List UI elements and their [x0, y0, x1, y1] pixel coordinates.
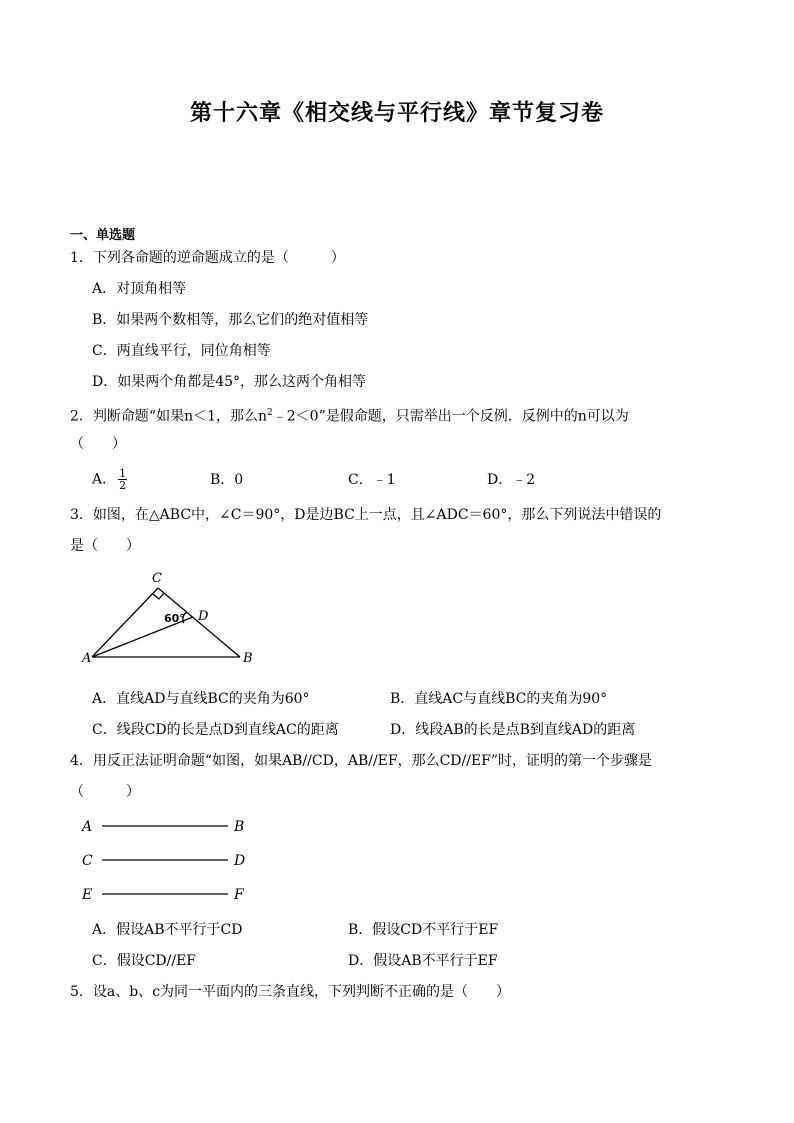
q2-option-d: D．﹣2 — [487, 472, 536, 488]
q4-stem: 4．用反正法证明命题“如图，如果AB//CD，AB//EF，那么CD//EF”时，证明的第一个步骤是 — [70, 753, 653, 769]
triangle-figure — [80, 568, 270, 668]
fraction-denominator: 2 — [119, 479, 127, 492]
section-heading: 一、单选题 — [70, 228, 136, 243]
right-angle-mark — [153, 593, 164, 599]
label-a: A — [82, 651, 92, 666]
q1-option-b: B．如果两个数相等，那么它们的绝对值相等 — [92, 312, 369, 328]
label-d: D — [234, 853, 246, 869]
label-b: B — [234, 819, 245, 835]
q3-option-d: D．线段AB的长是点B到直线AD的距离 — [390, 722, 636, 738]
label-f: F — [234, 887, 244, 903]
q5-stem: 5．设a、b、c为同一平面内的三条直线，下列判断不正确的是（ ） — [70, 984, 511, 1000]
q2-stem-post: ﹣2＜0”是假命题，只需举出一个反例．反例中的n可以为 — [272, 408, 629, 425]
q4-option-a: A．假设AB不平行于CD — [92, 922, 243, 938]
fraction — [118, 468, 127, 491]
q2-stem-sup: 2 — [267, 408, 273, 418]
q4-option-c: C．假设CD//EF — [92, 953, 197, 969]
label-c: C — [152, 571, 162, 586]
q1-option-d: D．如果两个角都是45°，那么这两个角相等 — [92, 374, 367, 390]
q3-stem-line2: 是（ ） — [70, 538, 140, 554]
q2-option-b: B．0 — [210, 472, 244, 488]
label-d: D — [198, 609, 209, 624]
q2-option-c: C．﹣1 — [348, 472, 396, 488]
q3-option-b: B．直线AC与直线BC的夹角为90° — [390, 691, 608, 707]
q4-stem-line2: （ ） — [70, 784, 140, 800]
q1-option-c: C．两直线平行，同位角相等 — [92, 343, 271, 359]
q4-option-d: D．假设AB不平行于EF — [348, 953, 498, 969]
q3-stem: 3．如图，在△ABC中，∠C＝90°，D是边BC上一点，且∠ADC＝60°，那么下列说法中错误的 — [70, 507, 662, 523]
q2-stem — [70, 403, 629, 427]
q2-option-a-label: A． — [92, 471, 117, 488]
label-a: A — [82, 819, 93, 835]
q2-option-a — [92, 468, 127, 491]
q3-option-a: A．直线AD与直线BC的夹角为60° — [92, 691, 310, 707]
label-c: C — [82, 853, 93, 869]
parallel-lines-figure — [80, 812, 260, 908]
q2-stem-line2: （ ） — [70, 436, 126, 452]
q2-stem-pre: 2．判断命题“如果n＜1，那么n — [70, 408, 268, 425]
angle-label: 60° — [164, 612, 185, 625]
page-title: 第十六章《相交线与平行线》章节复习卷 — [189, 101, 604, 126]
fraction-numerator: 1 — [119, 467, 127, 480]
q1-option-a: A．对顶角相等 — [92, 281, 187, 297]
q3-option-c: C．线段CD的长是点D到直线AC的距离 — [92, 722, 339, 738]
label-b: B — [243, 651, 253, 666]
q1-stem: 1．下列各命题的逆命题成立的是（ ） — [70, 250, 345, 266]
side-ac — [92, 588, 158, 657]
q4-option-b: B．假设CD不平行于EF — [348, 922, 499, 938]
label-e: E — [82, 887, 93, 903]
